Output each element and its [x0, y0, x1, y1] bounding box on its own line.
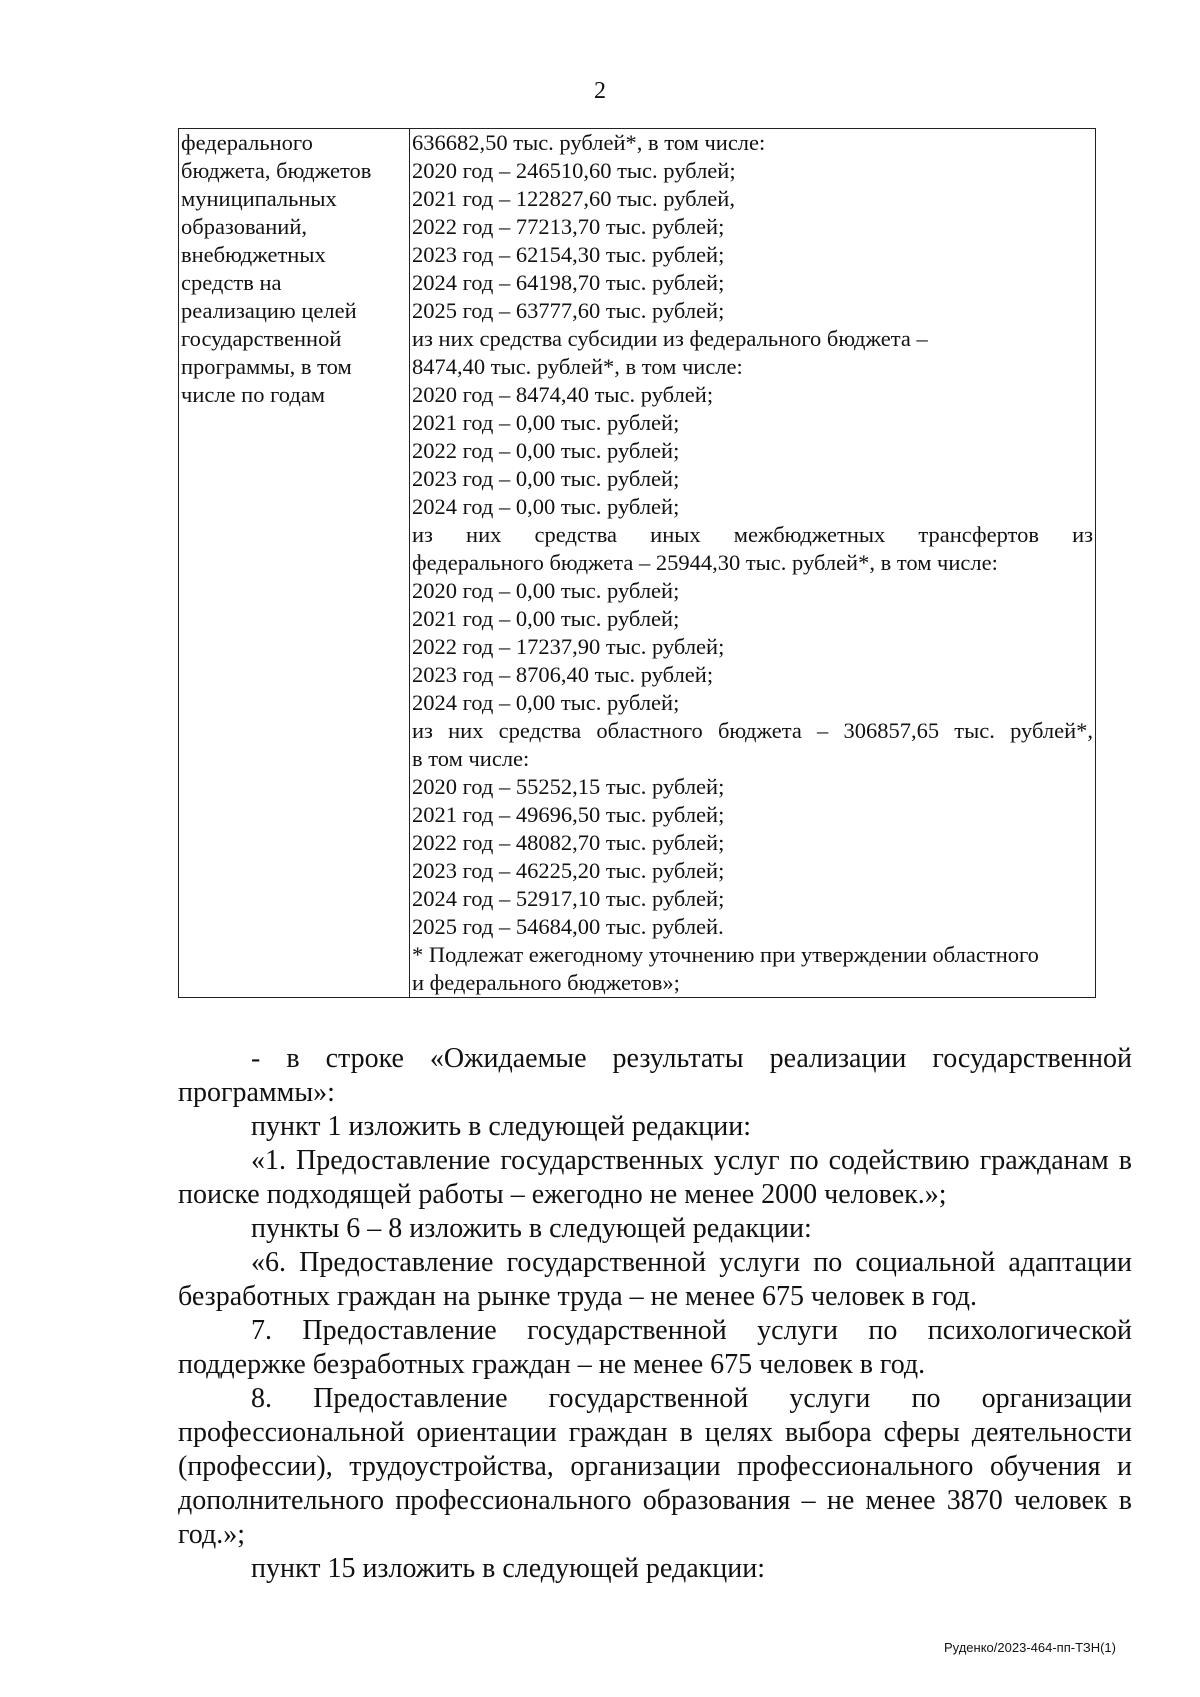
amendment-text [178, 1042, 1132, 1586]
amount-line: из них средства субсидии из федерального бюджета – [412, 326, 928, 351]
amount-line: 636682,50 тыс. рублей*, в том числе: [412, 130, 766, 155]
label-line: федерального [181, 130, 313, 155]
paragraph: 8. Предоставление государственной услуги по организации профессиональной ориентации граждан в целях выбора сферы деятельности (профессии), трудоустройства, организации профессионального обучения и дополнительного профессионального образования – не менее 3870 человек в год.»; [178, 1383, 1132, 1550]
amount-line: 2023 год – 46225,20 тыс. рублей; [412, 858, 725, 883]
amount-line: 2022 год – 0,00 тыс. рублей; [412, 438, 680, 463]
label-line: образований, [181, 214, 308, 239]
amount-line: 2023 год – 8706,40 тыс. рублей; [412, 662, 714, 687]
table-row [179, 129, 1096, 998]
label-line: муниципальных [181, 186, 337, 211]
amount-line: 2021 год – 122827,60 тыс. рублей, [412, 186, 735, 211]
amount-line: 2022 год – 77213,70 тыс. рублей; [412, 214, 725, 239]
amount-line: * Подлежат ежегодному уточнению при утверждении областного [412, 942, 1039, 967]
document-code: Руденко/2023-464-пп-ТЗН(1) [943, 1640, 1116, 1655]
amount-line: 2021 год – 0,00 тыс. рублей; [412, 410, 680, 435]
label-line: внебюджетных [181, 242, 326, 267]
label-line: программы, в том [181, 354, 352, 379]
amount-line: 2024 год – 0,00 тыс. рублей; [412, 494, 680, 519]
amount-line: 2024 год – 64198,70 тыс. рублей; [412, 270, 725, 295]
amount-line: 2025 год – 54684,00 тыс. рублей. [412, 914, 724, 939]
amount-line: 2020 год – 0,00 тыс. рублей; [412, 578, 680, 603]
paragraph: пункт 1 изложить в следующей редакции: [251, 1111, 751, 1142]
label-line: реализацию целей [181, 298, 357, 323]
amount-line: 2020 год – 55252,15 тыс. рублей; [412, 774, 725, 799]
paragraph: пункт 15 изложить в следующей редакции: [251, 1553, 765, 1584]
amount-line: 2020 год – 8474,40 тыс. рублей; [412, 382, 714, 407]
amount-line: 2021 год – 49696,50 тыс. рублей; [412, 802, 725, 827]
label-line: бюджета, бюджетов [181, 158, 372, 183]
paragraph: 7. Предоставление государственной услуги по психологической поддержке безработных граждан – не менее 675 человек в год. [178, 1315, 1132, 1380]
amount-line: федерального бюджета – 25944,30 тыс. рублей*, в том числе: [412, 550, 998, 575]
budget-table [178, 128, 1096, 998]
amount-line: 8474,40 тыс. рублей*, в том числе: [412, 354, 743, 379]
label-line: средств на [181, 270, 282, 295]
amount-line: из них средства областного бюджета – 306857,65 тыс. рублей*, [412, 718, 1093, 743]
amount-line: 2022 год – 48082,70 тыс. рублей; [412, 830, 725, 855]
table-cell-amounts [410, 129, 1096, 998]
amount-line: и федерального бюджетов»; [412, 970, 680, 995]
paragraph: - в строке «Ожидаемые результаты реализации государственной программы»: [178, 1043, 1132, 1108]
amount-line: 2021 год – 0,00 тыс. рублей; [412, 606, 680, 631]
amount-line: 2023 год – 62154,30 тыс. рублей; [412, 242, 725, 267]
amount-line: 2022 год – 17237,90 тыс. рублей; [412, 634, 725, 659]
label-line: числе по годам [181, 382, 326, 407]
paragraph: «1. Предоставление государственных услуг по содействию гражданам в поиске подходящей работы – ежегодно не менее 2000 человек.»; [178, 1145, 1132, 1210]
amount-line: из них средства иных межбюджетных трансфертов из [412, 522, 1093, 547]
paragraph: пункты 6 – 8 изложить в следующей редакции: [251, 1213, 812, 1244]
page-number: 2 [594, 78, 606, 104]
label-line: государственной [181, 326, 342, 351]
paragraph: «6. Предоставление государственной услуги по социальной адаптации безработных граждан на рынке труда – не менее 675 человек в год. [178, 1247, 1132, 1312]
amount-line: 2023 год – 0,00 тыс. рублей; [412, 466, 680, 491]
amount-line: 2024 год – 52917,10 тыс. рублей; [412, 886, 725, 911]
table-cell-label [179, 129, 410, 998]
amount-line: в том числе: [412, 746, 530, 771]
amount-line: 2024 год – 0,00 тыс. рублей; [412, 690, 680, 715]
amount-line: 2025 год – 63777,60 тыс. рублей; [412, 298, 725, 323]
amount-line: 2020 год – 246510,60 тыс. рублей; [412, 158, 736, 183]
